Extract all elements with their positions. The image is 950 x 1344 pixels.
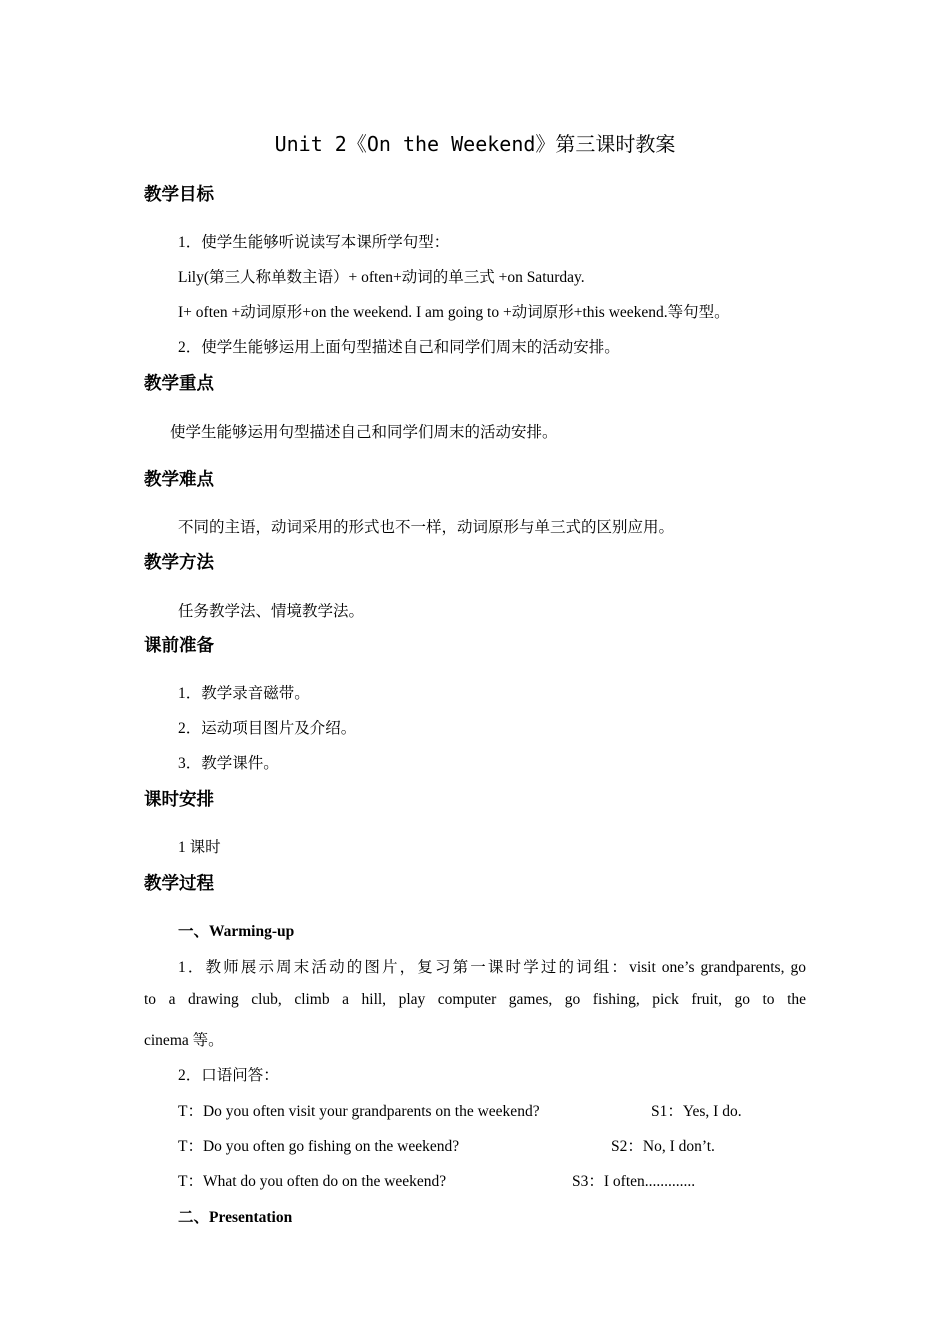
methods-text: 任务教学法、情境教学法。: [178, 603, 365, 620]
dialogue-answer-1: S1：Yes, I do.: [651, 1103, 742, 1120]
heading-objectives: 教学目标: [144, 185, 214, 205]
process-part1-title: 一、Warming-up: [178, 923, 295, 940]
heading-schedule: 课时安排: [144, 790, 214, 810]
difficulties-text: 不同的主语，动词采用的形式也不一样，动词原形与单三式的区别应用。: [178, 519, 675, 536]
heading-difficulties: 教学难点: [144, 470, 214, 490]
process-item1-line2: to a drawing club, climb a hill, play computer games, go fishing, pick fruit, go to the: [144, 991, 806, 1008]
objective-line-3: I+ often +动词原形+on the weekend. I am going to +动词原形+this weekend.等句型。: [178, 304, 730, 321]
process-item1-line3: cinema 等。: [144, 1032, 224, 1049]
objective-line-1: 1．使学生能够听说读写本课所学句型：: [178, 234, 450, 251]
key-points-text: 使学生能够运用句型描述自己和同学们周末的活动安排。: [170, 424, 558, 441]
process-part2-title: 二、Presentation: [178, 1209, 293, 1226]
dialogue-question-2: T：Do you often go fishing on the weekend?: [178, 1138, 460, 1155]
process-item2: 2．口语问答：: [178, 1067, 279, 1084]
preparation-item-3: 3．教学课件。: [178, 755, 279, 772]
objective-line-2: Lily(第三人称单数主语）+ often+动词的单三式 +on Saturday.: [178, 269, 585, 286]
dialogue-answer-2: S2：No, I don’t.: [611, 1138, 715, 1155]
objective-line-4: 2．使学生能够运用上面句型描述自己和同学们周末的活动安排。: [178, 339, 620, 356]
document-title: Unit 2《On the Weekend》第三课时教案: [274, 132, 676, 156]
heading-key-points: 教学重点: [144, 374, 214, 394]
dialogue-question-3: T：What do you often do on the weekend?: [178, 1173, 447, 1190]
schedule-text: 1 课时: [178, 839, 221, 856]
heading-process: 教学过程: [144, 874, 214, 894]
preparation-item-1: 1．教学录音磁带。: [178, 685, 310, 702]
dialogue-question-1: T：Do you often visit your grandparents on the weekend?: [178, 1103, 540, 1120]
heading-preparation: 课前准备: [144, 636, 214, 656]
process-item1-line1: 1．教师展示周末活动的图片，复习第一课时学过的词组：visit one’s grandparents, go: [178, 959, 806, 976]
dialogue-answer-3: S3：I often.............: [572, 1173, 696, 1190]
heading-methods: 教学方法: [144, 553, 214, 573]
preparation-item-2: 2．运动项目图片及介绍。: [178, 720, 357, 737]
